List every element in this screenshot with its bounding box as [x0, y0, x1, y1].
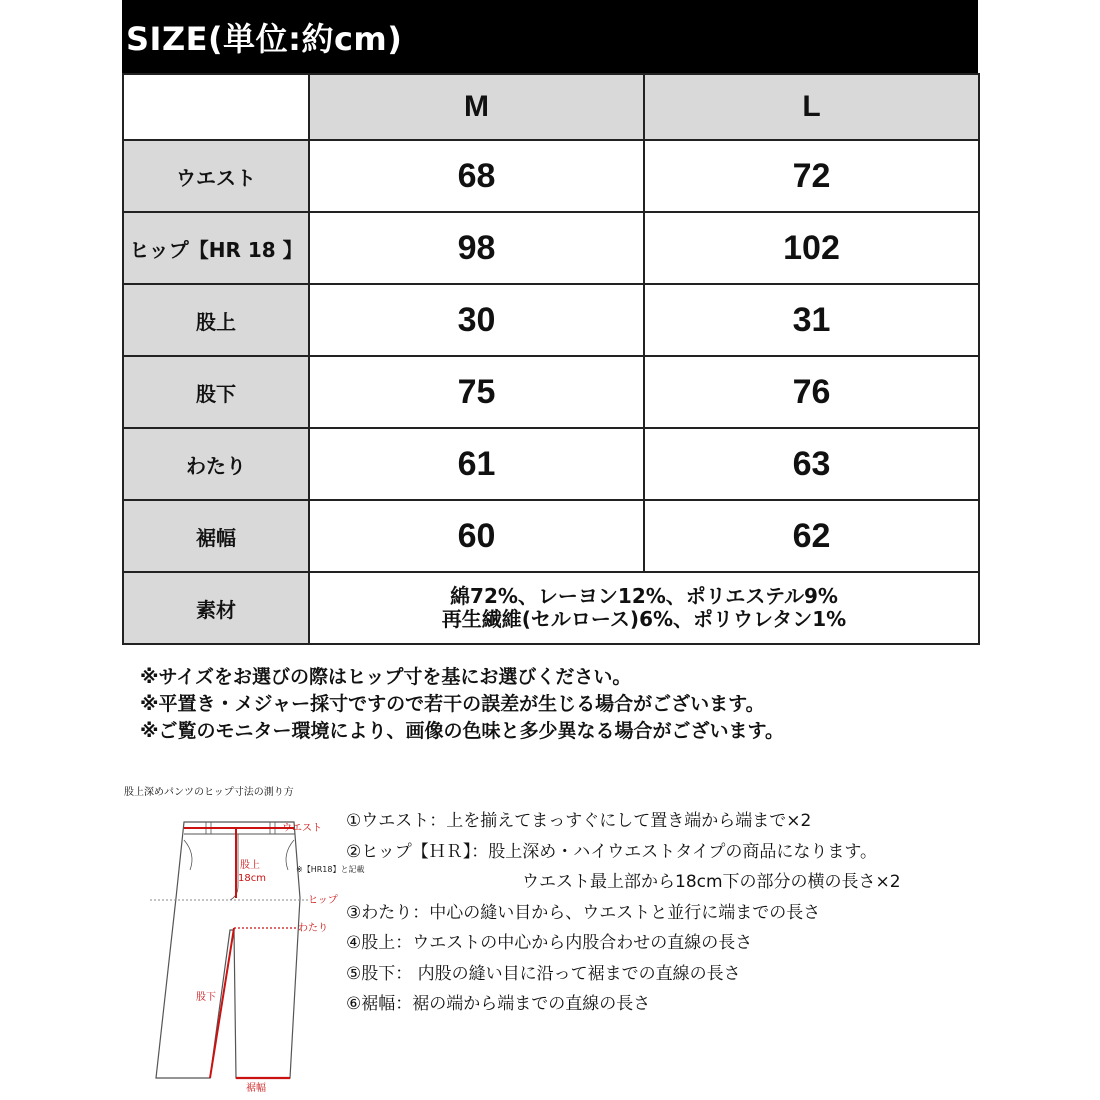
row-label: 裾幅: [123, 500, 309, 572]
note-item: ※サイズをお選びの際はヒップ寸を基にお選びください。: [140, 666, 632, 688]
table-row: [123, 500, 979, 572]
value-m: 75: [309, 356, 644, 428]
hip-label: ヒップ: [308, 895, 338, 906]
value-m: 30: [309, 284, 644, 356]
rise-length-label: 18cm: [238, 873, 266, 884]
inseam-label: 股下: [196, 992, 216, 1003]
hem-label: 裾幅: [246, 1083, 266, 1092]
size-table: [122, 73, 980, 645]
table-row: [123, 212, 979, 284]
material-line-2: 再生繊維(セルロース)6%、ポリウレタン1%: [441, 607, 847, 631]
value-m: 60: [309, 500, 644, 572]
row-label: ヒップ【HR 18 】: [123, 212, 309, 284]
thigh-label: わたり: [298, 923, 328, 934]
step-item: ⑤股下： 内股の縫い目に沿って裾までの直線の長さ: [346, 963, 741, 984]
table-row: [123, 140, 979, 212]
diagram-title: 股上深めパンツのヒップ寸法の測り方: [124, 787, 294, 798]
header-size-m: M: [309, 74, 644, 140]
row-label: わたり: [123, 428, 309, 500]
value-l: 72: [644, 140, 979, 212]
table-row: [123, 428, 979, 500]
material-row: [123, 572, 979, 644]
pants-outline: [156, 822, 300, 1078]
value-m: 68: [309, 140, 644, 212]
step-item: ③わたり：中心の縫い目から、ウエストと並行に端までの長さ: [346, 902, 821, 923]
value-l: 63: [644, 428, 979, 500]
row-label: ウエスト: [123, 140, 309, 212]
row-label: 股下: [123, 356, 309, 428]
material-label: 素材: [123, 572, 309, 644]
waist-label: ウエスト: [282, 823, 322, 834]
table-header-row: [123, 74, 979, 140]
header-blank-cell: [123, 74, 309, 140]
step-item-continued: ウエスト最上部から18cm下の部分の横の長さ×2: [522, 872, 901, 892]
step-item: ④股上：ウエストの中心から内股合わせの直線の長さ: [346, 933, 753, 953]
material-line-1: 綿72%、レーヨン12%、ポリエステル9%: [450, 584, 838, 608]
rise-label: 股上: [240, 860, 260, 871]
note-item: ※平置き・メジャー採寸ですので若干の誤差が生じる場合がございます。: [140, 693, 765, 715]
hr-note: ※【HR18】と記載: [296, 865, 365, 874]
value-l: 62: [644, 500, 979, 572]
value-l: 31: [644, 284, 979, 356]
step-item: ②ヒップ【ＨＲ】：股上深め・ハイウエストタイプの商品になります。: [346, 841, 878, 862]
header-size-l: L: [644, 74, 979, 140]
value-l: 76: [644, 356, 979, 428]
step-item: ①ウエスト：上を揃えてまっすぐにして置き端から端まで×2: [346, 811, 812, 831]
value-m: 98: [309, 212, 644, 284]
material-value: [309, 572, 979, 644]
note-item: ※ご覧のモニター環境により、画像の色味と多少異なる場合がございます。: [140, 720, 784, 742]
value-l: 102: [644, 212, 979, 284]
measurement-steps: [346, 806, 901, 1020]
table-row: [123, 356, 979, 428]
row-label: 股上: [123, 284, 309, 356]
size-title: SIZE(単位:約cm): [126, 20, 403, 58]
size-title-bar: [122, 0, 978, 73]
table-row: [123, 284, 979, 356]
notes: [140, 664, 784, 745]
step-item: ⑥裾幅：裾の端から端までの直線の長さ: [346, 994, 651, 1014]
value-m: 61: [309, 428, 644, 500]
